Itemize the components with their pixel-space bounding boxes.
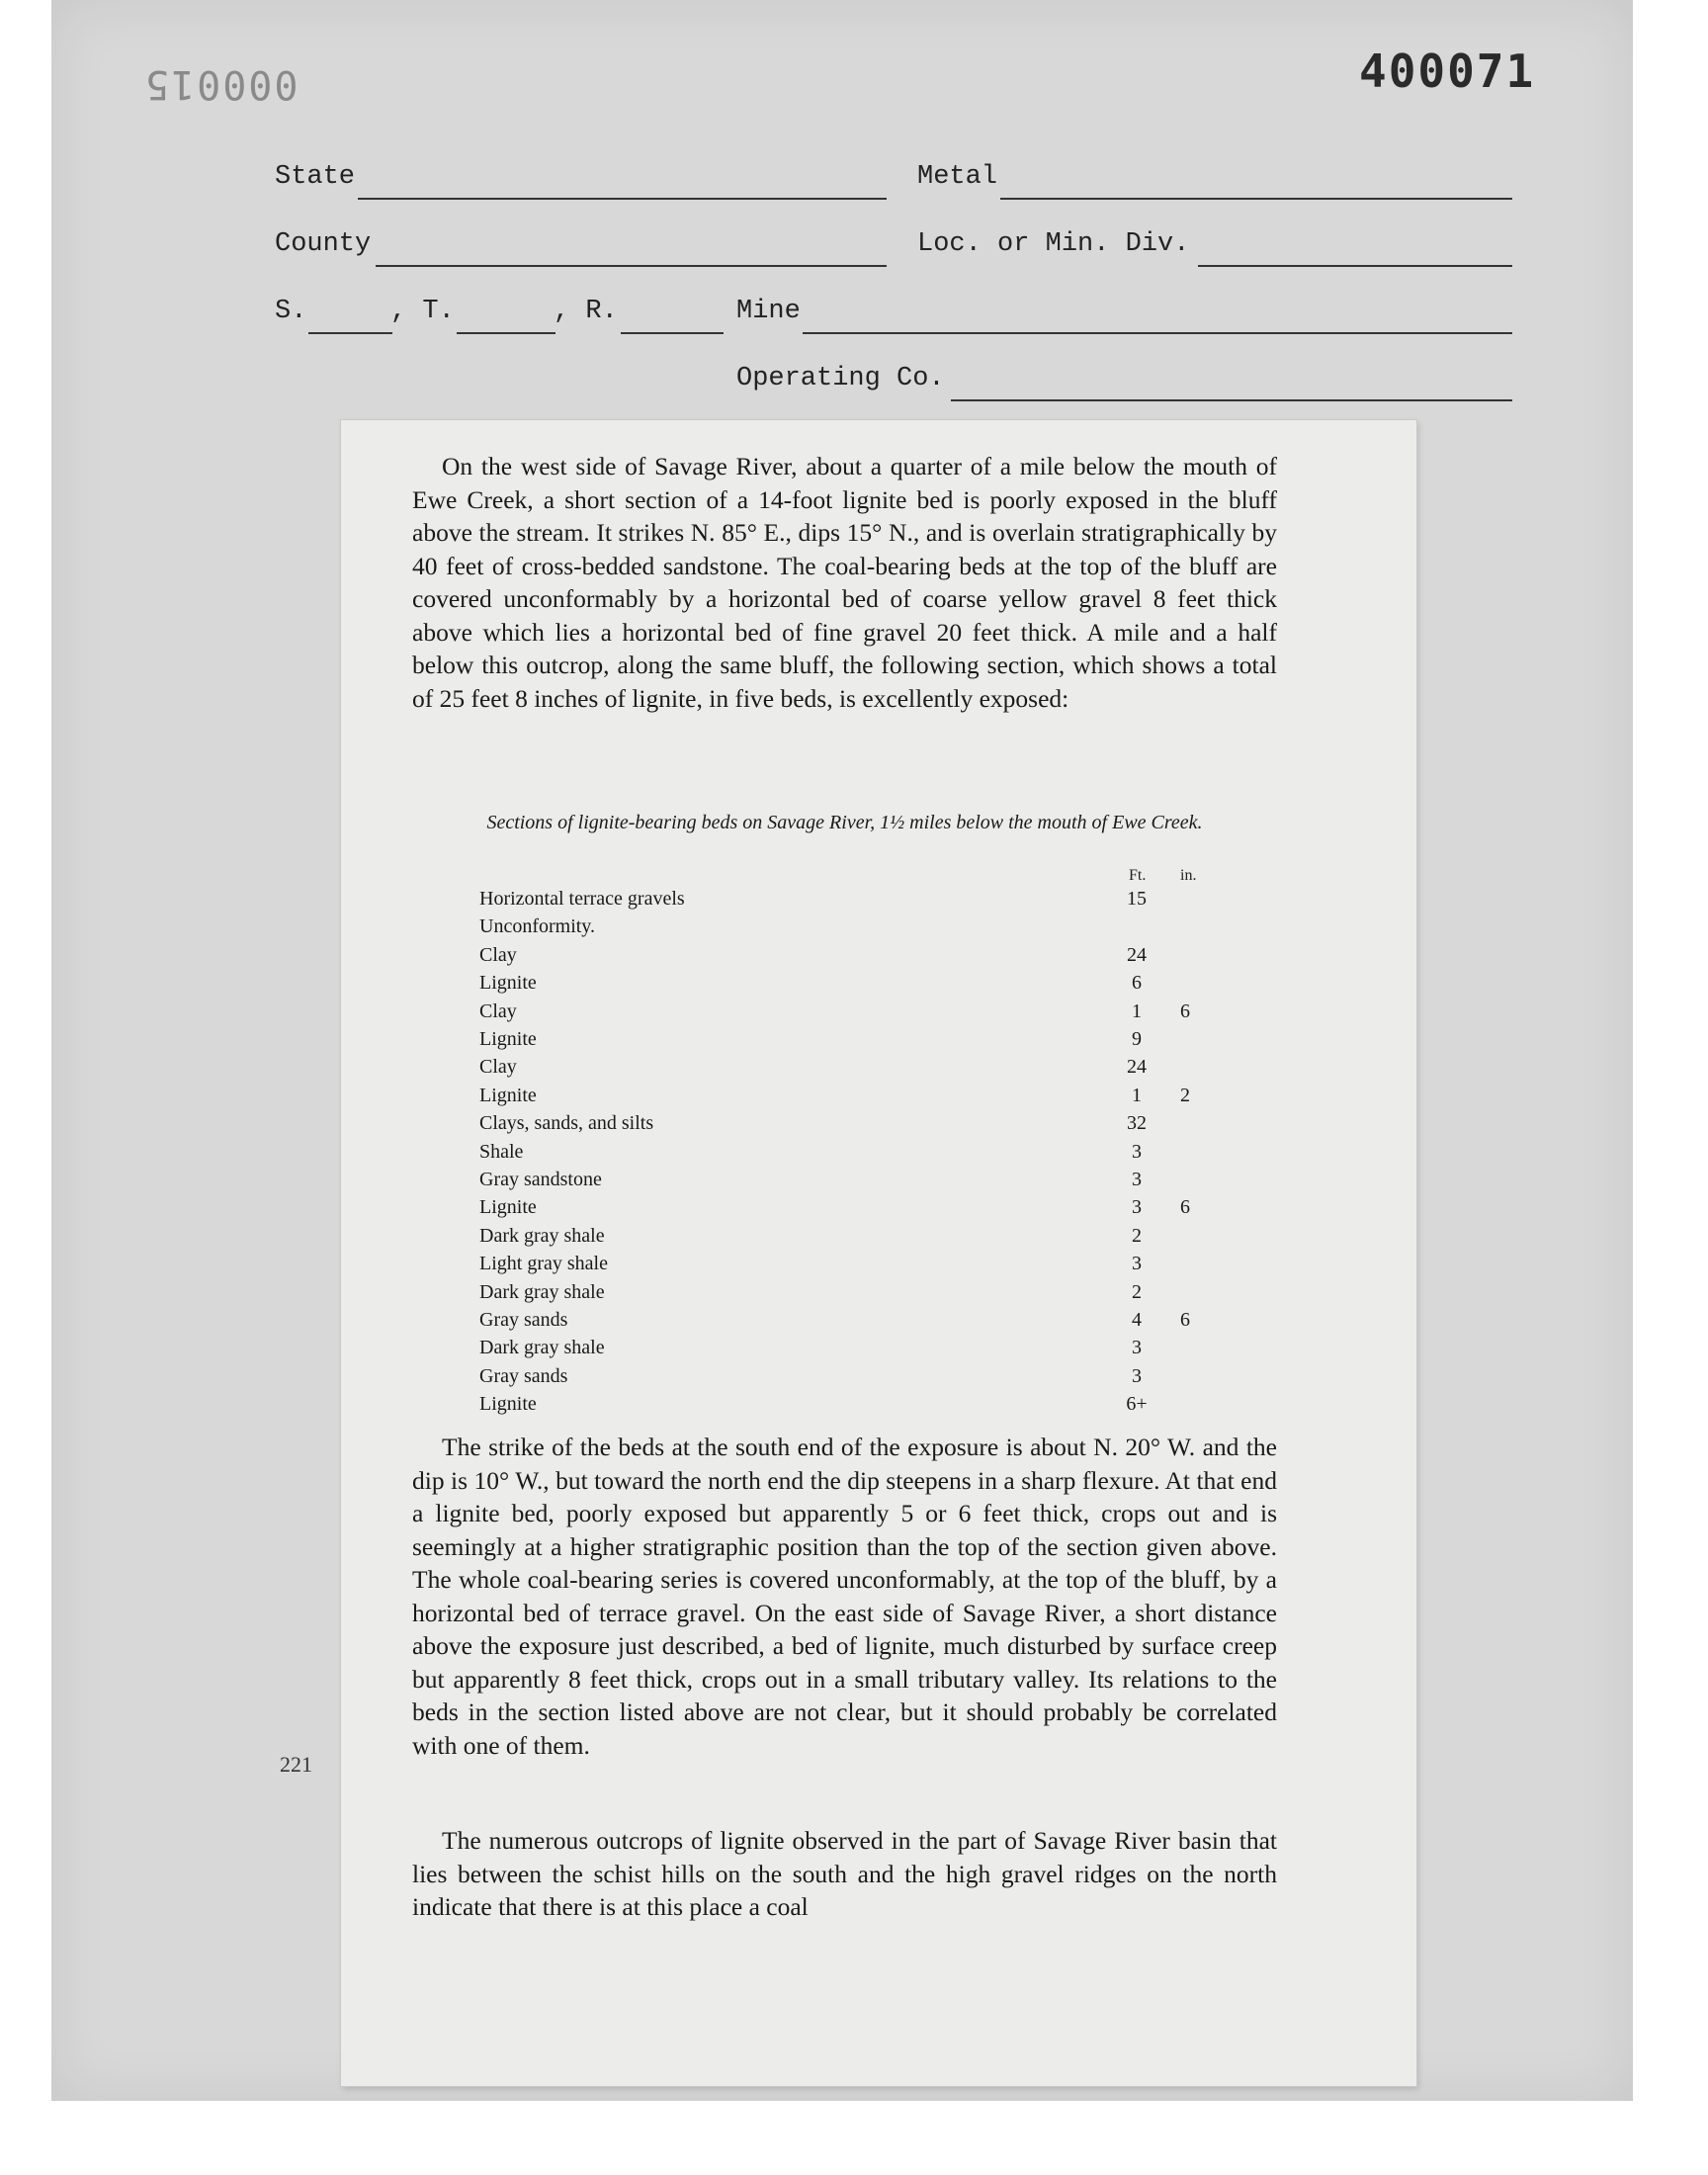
feet-column-header: Ft. [1129,867,1147,884]
township-field[interactable] [457,332,555,334]
stratum-label [479,1053,1102,1081]
table-row [479,885,1270,913]
inches-column-header: in. [1180,867,1197,884]
thickness-feet: 3 [1132,1196,1142,1219]
thickness-feet: 15 [1127,888,1147,910]
table-row [479,1390,1270,1418]
range-field[interactable] [621,332,724,334]
thickness-feet: 1 [1132,1084,1142,1106]
thickness-feet: 32 [1127,1112,1147,1135]
stratum-name: Clays, sands, and silts [479,1109,653,1137]
stratum-name: Dark gray shale [479,1278,605,1306]
stratum-name: Lignite [479,1390,537,1418]
stratum-name: Lignite [479,1082,537,1109]
dot-leader [479,1212,1102,1214]
thickness-feet: 24 [1127,1056,1147,1079]
stratum-name: Gray sands [479,1362,567,1390]
section-field[interactable] [308,332,392,334]
table-row [479,1053,1270,1081]
table-row [479,941,1270,969]
dot-leader [479,1016,1102,1018]
thickness-feet: 6 [1132,972,1142,995]
dot-leader [479,1409,1102,1411]
thickness-feet: 3 [1132,1253,1142,1275]
table-row [479,1082,1270,1109]
dot-leader [479,1157,1102,1159]
outcrops-paragraph: The numerous outcrops of lignite observed in the part of Savage River basin that lies between the schist hills on the south and the high gravel ridges on the north indicate that there is at this place a coal [412,1826,1277,1921]
thickness-feet: 2 [1132,1280,1142,1303]
dot-leader [479,1100,1102,1102]
stratum-name: Gray sands [479,1306,567,1334]
loc-field[interactable] [1198,265,1512,267]
thickness-inches: 2 [1180,1084,1190,1106]
stratum-label [479,998,1102,1025]
stratum-label [479,1193,1102,1221]
stratum-label [479,1306,1102,1334]
table-row [479,1166,1270,1193]
stratum-label [479,969,1102,997]
metal-field[interactable] [1000,198,1512,200]
thickness-feet: 6+ [1126,1393,1148,1416]
stratum-label [479,1250,1102,1277]
table-row [479,1250,1270,1277]
stratum-name: Light gray shale [479,1250,608,1277]
operating-co-field[interactable] [951,399,1512,401]
stratum-label [479,1390,1102,1418]
thickness-feet: 2 [1132,1224,1142,1247]
stratum-name: Horizontal terrace gravels [479,885,685,913]
dot-leader [479,1325,1102,1327]
thickness-feet: 24 [1127,943,1147,966]
metal-label: Metal [917,162,998,192]
table-row [479,998,1270,1025]
stratum-label [479,1362,1102,1390]
state-field[interactable] [358,198,887,200]
stratum-label [479,1278,1102,1306]
section-table-caption: Sections of lignite-bearing beds on Savage River, 1½ miles below the mouth of Ewe Creek. [486,812,1203,833]
stratum-label [479,941,1102,969]
loc-label: Loc. or Min. Div. [917,229,1190,259]
stratum-name: Clay [479,998,517,1025]
mine-field[interactable] [803,332,1512,334]
table-row [479,1278,1270,1306]
stratum-label [479,1138,1102,1166]
intro-paragraph: On the west side of Savage River, about a quarter of a mile below the mouth of Ewe Creek, a short section of a 14-foot lignite bed is poorly exposed in the bluff above the stream. It strikes N. 85° E., dips 15° N., and is overlain stratigraphically by 40 feet of cross-bedded sandstone. The coal-bearing beds at the top of the bluff are covered unconformably by a horizontal bed of coarse yellow gravel 8 feet thick above which lies a horizontal bed of fine gravel 20 feet thick. A mile and a half below this outcrop, along the same bluff, the following section, which shows a total of 25 feet 8 inches of lignite, in five beds, is excellently exposed: [412,452,1277,713]
dot-leader [479,1072,1102,1074]
dot-leader [479,1381,1102,1383]
thickness-feet: 9 [1132,1028,1142,1050]
table-row [479,1109,1270,1137]
stratum-name: Clay [479,1053,517,1081]
stratum-label [479,913,1102,940]
stratum-name: Lignite [479,1193,537,1221]
county-field[interactable] [376,265,887,267]
table-row [479,1362,1270,1390]
table-row [479,913,1270,940]
document-id-stamp: 400071 [1359,44,1536,98]
thickness-feet: 3 [1132,1337,1142,1359]
dot-leader [479,988,1102,990]
dot-leader [479,1044,1102,1046]
thickness-feet: 3 [1132,1140,1142,1163]
stratum-name: Gray sandstone [479,1166,602,1193]
section-label: S. [275,297,307,326]
mine-label: Mine [736,297,801,326]
page-number: 221 [280,1752,312,1777]
stratum-label [479,1166,1102,1193]
stratum-label [479,1222,1102,1250]
stratum-label [479,1334,1102,1361]
thickness-feet: 3 [1132,1169,1142,1190]
stratum-name: Dark gray shale [479,1222,605,1250]
stratum-label [479,885,1102,913]
stratum-name: Lignite [479,1025,537,1053]
thickness-feet: 4 [1132,1309,1142,1331]
document-id-stamp-mirrored: 000015 [143,61,299,107]
stratum-name: Unconformity. [479,913,595,940]
operating-co-label: Operating Co. [736,364,945,393]
county-label: County [275,229,372,259]
stratum-label [479,1082,1102,1109]
stratum-name: Lignite [479,969,537,997]
stratum-name: Dark gray shale [479,1334,605,1361]
table-row [479,1222,1270,1250]
dot-leader [479,960,1102,962]
stratum-name: Clay [479,941,517,969]
thickness-feet: 3 [1132,1364,1142,1387]
stratum-name: Shale [479,1138,523,1166]
table-row [479,1025,1270,1053]
thickness-inches: 6 [1180,1309,1190,1331]
report-clipping [341,420,1416,2086]
township-label: , T. [390,297,455,326]
table-row [479,1306,1270,1334]
thickness-feet: 1 [1132,1000,1142,1022]
table-row [479,1138,1270,1166]
thickness-inches: 6 [1180,1196,1190,1219]
table-row [479,1193,1270,1221]
table-row [479,1334,1270,1361]
strike-paragraph: The strike of the beds at the south end of the exposure is about N. 20° W. and the dip is 10° W., but toward the north end the dip steepens in a sharp flexure. At that end a lignite bed, poorly exposed but apparently 5 or 6 feet thick, crops out and is seemingly at a higher stratigraphic position than the top of the section given above. The whole coal-bearing series is covered unconformably, at the top of the bluff, by a horizontal bed of terrace gravel. On the east side of Savage River, a short distance above the exposure just described, a bed of lignite, much disturbed by surface creep but apparently 8 feet thick, crops out in a small tributary valley. Its relations to the beds in the section listed above are not clear, but it should probably be correlated with one of them. [412,1433,1277,1760]
state-label: State [275,162,356,192]
stratum-label [479,1025,1102,1053]
table-row [479,969,1270,997]
range-label: , R. [554,297,618,326]
stratum-label [479,1109,1102,1137]
thickness-inches: 6 [1180,1000,1190,1022]
